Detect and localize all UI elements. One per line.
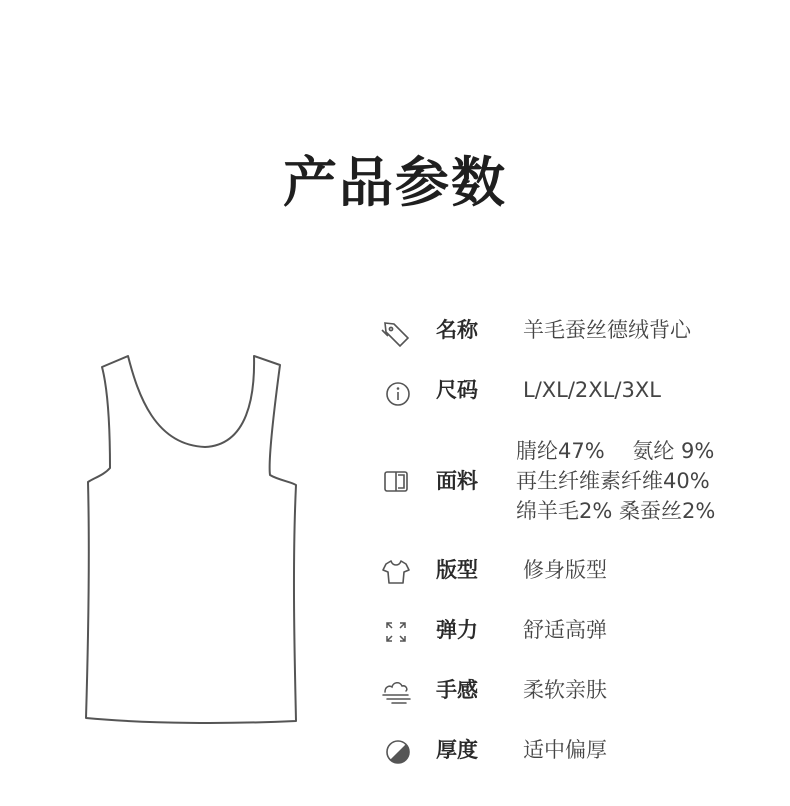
half-circle-icon — [380, 736, 412, 768]
param-label: 弹力 — [436, 618, 478, 642]
expand-icon — [380, 616, 412, 648]
param-value: 羊毛蚕丝德绒背心 — [523, 318, 691, 342]
param-label: 尺码 — [436, 378, 478, 402]
param-label: 名称 — [436, 318, 478, 342]
param-label: 版型 — [436, 558, 478, 582]
fabric-line: 再生纤维素纤维40% — [516, 469, 710, 493]
param-label: 面料 — [436, 469, 478, 493]
param-value: L/XL/2XL/3XL — [523, 378, 661, 402]
param-value-multiline — [516, 436, 715, 526]
param-value: 适中偏厚 — [523, 738, 607, 762]
tank-top-illustration — [80, 350, 310, 730]
cloud-icon — [380, 676, 412, 708]
info-icon — [380, 378, 412, 410]
param-value: 舒适高弹 — [523, 618, 607, 642]
param-label: 手感 — [436, 678, 478, 702]
param-value: 柔软亲肤 — [523, 678, 607, 702]
tag-icon — [380, 316, 412, 348]
fabric-line: 绵羊毛2% 桑蚕丝2% — [516, 499, 716, 523]
fabric-line: 腈纶47% 氨纶 9% — [516, 439, 715, 463]
param-value: 修身版型 — [523, 558, 607, 582]
page-title: 产品参数 — [283, 151, 507, 214]
tshirt-icon — [380, 556, 412, 588]
book-icon — [380, 466, 412, 498]
param-label: 厚度 — [436, 738, 478, 762]
